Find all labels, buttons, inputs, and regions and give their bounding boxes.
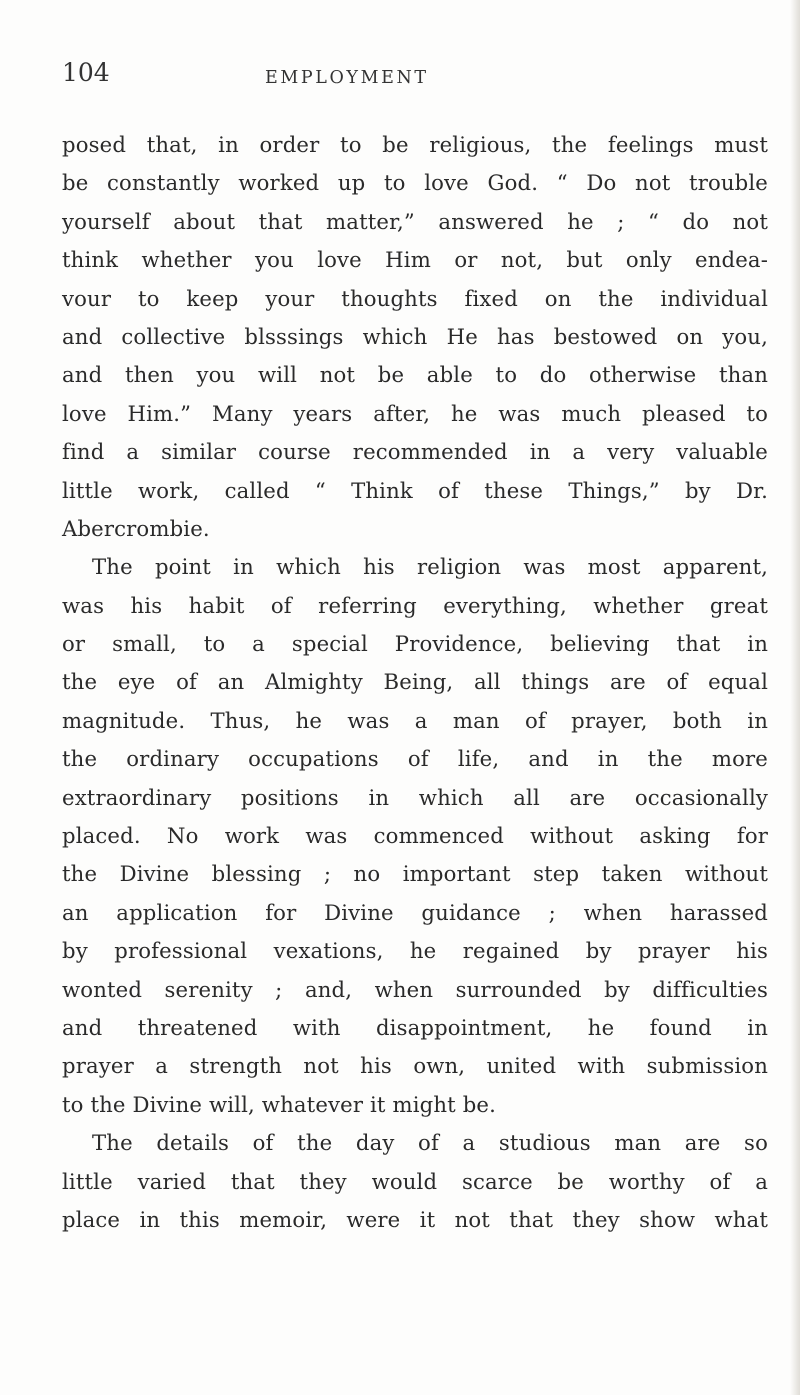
text-line: vour to keep your thoughts fixed on the individual [62, 285, 768, 311]
text-line: the eye of an Almighty Being, all things are of equal [62, 669, 768, 695]
text-line: posed that, in order to be religious, the feelings must [62, 132, 768, 157]
text-line: be constantly worked up to love God. “ Do not trouble [62, 170, 768, 196]
page-number: 104 [62, 58, 110, 87]
text-line: or small, to a special Providence, believing that in [62, 631, 768, 657]
text-line: and then you will not be able to do otherwise than [62, 362, 768, 388]
text-line: magnitude. Thus, he was a man of prayer, both in [62, 707, 768, 733]
text-line: and collective blsssings which He has bestowed on you, [62, 323, 768, 349]
text-line: extraordinary positions in which all are occasionally [62, 784, 768, 810]
paragraph-end-line: Abercrombie. [62, 515, 210, 541]
text-line: prayer a strength not his own, united with submission [62, 1053, 768, 1079]
paragraph-end-line: to the Divine will, whatever it might be. [62, 1091, 496, 1117]
text-line: was his habit of referring everything, whether great [62, 592, 768, 618]
text-line: the Divine blessing ; no important step taken without [62, 861, 768, 887]
text-line: think whether you love Him or not, but only endea- [62, 247, 768, 273]
page-header [0, 58, 800, 98]
text-line: little work, called “ Think of these Things,” by Dr. [62, 477, 768, 503]
paragraph-start-line: The details of the day of a studious man are so [92, 1130, 768, 1156]
text-line: the ordinary occupations of life, and in the more [62, 746, 768, 772]
body-text [62, 126, 768, 1239]
text-line: place in this memoir, were it not that they show what [62, 1206, 768, 1232]
text-line: love Him.” Many years after, he was much pleased to [62, 400, 768, 426]
text-line: yourself about that matter,” answered he ; “ do not [62, 208, 768, 234]
text-line: an application for Divine guidance ; when harassed [62, 899, 768, 925]
text-line: wonted serenity ; and, when surrounded by difficulties [62, 976, 768, 1002]
running-head: EMPLOYMENT [265, 68, 429, 88]
text-line: placed. No work was commenced without asking for [62, 823, 768, 849]
paragraph-start-line: The point in which his religion was most apparent, [92, 554, 768, 580]
text-line: find a similar course recommended in a very valuable [62, 439, 768, 465]
text-line: and threatened with disappointment, he found in [62, 1014, 768, 1040]
text-line: by professional vexations, he regained by prayer his [62, 938, 768, 964]
page-edge-shadow [790, 0, 800, 1395]
text-line: little varied that they would scarce be worthy of a [62, 1168, 768, 1194]
